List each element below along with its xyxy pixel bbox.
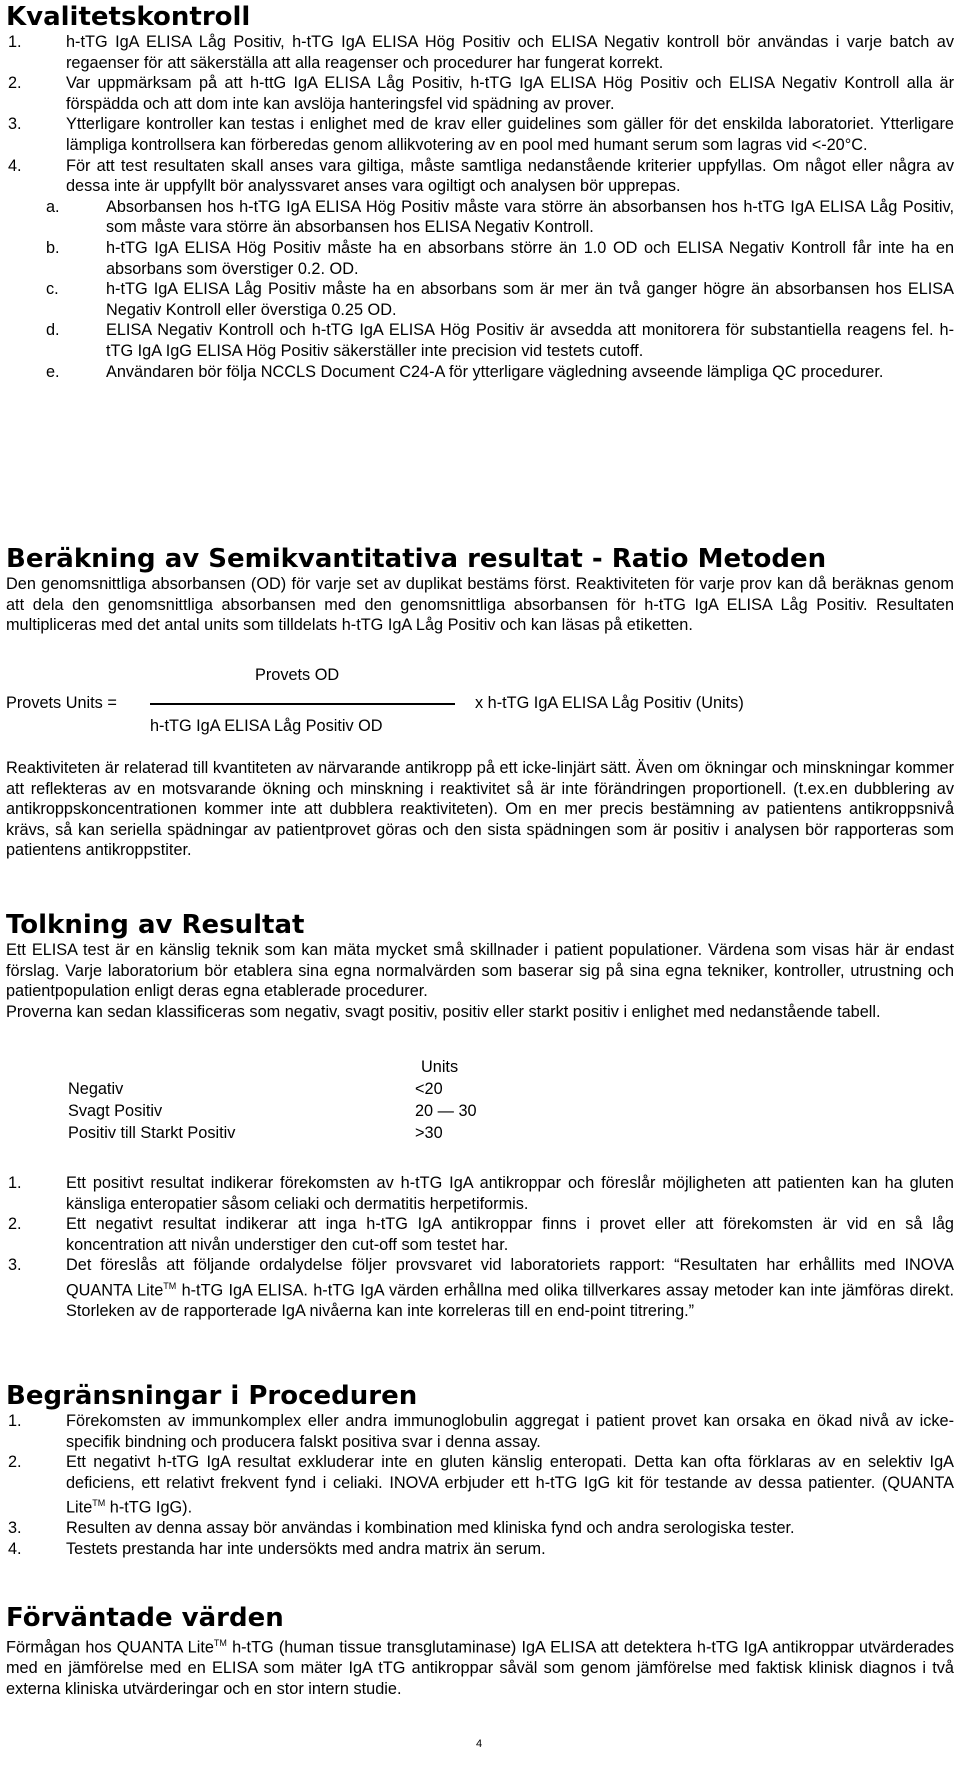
page-number: 4 bbox=[476, 1738, 483, 1750]
item-letter: d. bbox=[46, 321, 60, 340]
list-item bbox=[6, 1173, 954, 1214]
item-text: h-tTG IgA ELISA Hög Positiv måste ha en absorbans större än 1.0 OD och ELISA Negativ Kontroll får inte ha en absorbans som överstiger 0.2. OD. bbox=[106, 238, 954, 278]
interpretation-list bbox=[6, 1173, 954, 1322]
item-text: Testets prestanda har inte undersökts med andra matrix än serum. bbox=[66, 1539, 546, 1558]
sub-list-item bbox=[46, 238, 954, 279]
item-letter: b. bbox=[46, 238, 60, 257]
trademark-superscript: TM bbox=[92, 1498, 106, 1509]
list-item bbox=[6, 1518, 954, 1539]
list-item bbox=[6, 1411, 954, 1452]
list-item bbox=[6, 1214, 954, 1255]
section-ratio-continued bbox=[6, 758, 954, 861]
paragraph bbox=[6, 1633, 954, 1699]
list-item bbox=[6, 156, 954, 197]
section-title: Förväntade värden bbox=[6, 1603, 284, 1633]
text-part: h-tTG IgG). bbox=[105, 1498, 193, 1517]
text-part: Ett negativt h-tTG IgA resultat exkluderar inte en gluten känslig enteropati. Detta kan ofta förklaras av en selektiv IgA deficiens, ett relativt frekvent fynd i celiaki. INOVA erbjuder ett h-tTG IgG kit för testande av dessa patienter. (QUANTA Lite bbox=[66, 1453, 954, 1517]
item-text: Var uppmärksam på att h-ttG IgA ELISA Låg Positiv, h-tTG IgA ELISA Hög Positiv och ELISA Negativ Kontroll alla är förspädda och att dom inte kan avslöja hanteringsfel vid spädning av prover. bbox=[66, 74, 954, 113]
table-header: Units bbox=[421, 1058, 459, 1076]
list-item bbox=[6, 73, 954, 114]
item-text: Absorbansen hos h-tTG IgA ELISA Hög Positiv måste vara större än absorbansen hos h-tTG IgA ELISA Låg Positiv, som måste vara större än absorbansen hos ELISA Negativ Kontroll. bbox=[106, 197, 954, 237]
item-text: Ytterligare kontroller kan testas i enlighet med de krav eller guidelines som gäller för det enskilda laboratoriet. Ytterligare lämpliga kontrollsera kan förberedas genom allikvotering av en pool med humant serum som lagras vid <-20°C. bbox=[66, 115, 954, 154]
item-number: 4. bbox=[8, 1539, 22, 1558]
table-row bbox=[68, 1124, 477, 1146]
section-expected-values bbox=[6, 1603, 954, 1699]
units-table bbox=[68, 1058, 477, 1146]
list-item bbox=[6, 1452, 954, 1518]
sub-list-item bbox=[46, 320, 954, 361]
trademark-superscript: TM bbox=[213, 1638, 227, 1648]
item-text: ELISA Negativ Kontroll och h-tTG IgA ELISA Hög Positiv är avsedda att monitorera för substantiella reagens fel. h-tTG IgA IgG ELISA Hög Positiv säkerställer inte precision vid testets cutoff. bbox=[106, 321, 954, 360]
formula-numerator: Provets OD bbox=[255, 666, 340, 684]
list-item bbox=[6, 32, 954, 73]
paragraph: Ett ELISA test är en känslig teknik som kan mäta mycket små skillnader i patient populationer. Värdena som visas här är endast förslag. Varje laboratorium bör etablera sina egna normalvärden som baserar sig på sina egna tekniker, kontroller, utrustning och patientpopulation enligt deras egna etablerade procedurer. bbox=[6, 941, 954, 1001]
item-number: 4. bbox=[8, 156, 22, 175]
item-number: 2. bbox=[8, 1453, 22, 1472]
item-letter: c. bbox=[46, 280, 59, 299]
table-row bbox=[68, 1102, 477, 1124]
formula-denominator: h-tTG IgA ELISA Låg Positiv OD bbox=[150, 717, 383, 735]
item-text: h-tTG IgA ELISA Låg Positiv, h-tTG IgA ELISA Hög Positiv och ELISA Negativ kontroll bör användas i varje batch av regaenser för att säkerställa att alla reagenser och procedurer har fungerat korrekt. bbox=[66, 33, 954, 72]
item-number: 1. bbox=[8, 1412, 22, 1430]
list-item bbox=[6, 1255, 954, 1321]
item-text: Ett negativt resultat indikerar att inga h-tTG IgA antikroppar finns i provet eller att förekomsten är vid en så låg koncentration att nivån understiger den cut-off som testet har. bbox=[66, 1215, 954, 1254]
item-text: Förekomsten av immunkomplex eller andra immunoglobulin aggregat i patient provet kan orsaka en ökad nivå av icke-specifik bindning och producera falskt positiva svar i denna assay. bbox=[66, 1412, 954, 1451]
qc-list bbox=[6, 32, 954, 382]
item-text: För att test resultaten skall anses vara giltiga, måste samtliga nedanstående kriterier uppfyllas. Om något eller några av dessa inte är uppfyllt bör analyssvaret anses vara ogiltigt och analysen bör upprepas. bbox=[66, 156, 954, 196]
item-number: 1. bbox=[8, 1174, 22, 1192]
table-header-row bbox=[68, 1058, 477, 1080]
paragraph: Den genomsnittliga absorbansen (OD) för varje set av duplikat bestäms först. Reaktiviteten för varje prov kan då beräknas genom att dela den genomsnittliga absorbansen med den genomsnittliga absorbansen för h-tTG IgA ELISA Låg Positiv. Resultaten multipliceras med det antal units som tilldelats h-tTG IgA Låg Positiv och kan läsas på etiketten. bbox=[6, 575, 954, 635]
trademark-superscript: TM bbox=[163, 1280, 177, 1291]
item-text bbox=[66, 1452, 954, 1518]
item-number: 3. bbox=[8, 115, 22, 134]
item-letter: e. bbox=[46, 362, 60, 381]
item-text: Användaren bör följa NCCLS Document C24-A för ytterligare vägledning avseende lämpliga QC procedurer. bbox=[106, 362, 884, 381]
section-ratio-method bbox=[6, 544, 954, 636]
section-title: Begränsningar i Proceduren bbox=[6, 1381, 418, 1411]
list-item bbox=[6, 1539, 954, 1560]
section-title: Kvalitetskontroll bbox=[6, 2, 251, 32]
table-cell-value: >30 bbox=[415, 1124, 443, 1142]
formula-lhs: Provets Units = bbox=[6, 694, 117, 712]
table-cell-label: Negativ bbox=[68, 1080, 124, 1098]
item-text: Ett positivt resultat indikerar förekomsten av h-tTG IgA antikroppar och föreslår möjligheten att patienten kan ha gluten känsliga enteropatier såsom celiaki och dermatitis herpetiformis. bbox=[66, 1174, 954, 1213]
sub-list-item bbox=[46, 362, 954, 383]
item-text: h-tTG IgA ELISA Låg Positiv måste ha en absorbans som är mer än två ganger högre än absorbansen hos ELISA Negativ Kontroll eller överstiga 0.25 OD. bbox=[106, 280, 954, 319]
item-number: 2. bbox=[8, 1215, 22, 1234]
list-item bbox=[6, 114, 954, 155]
item-text bbox=[66, 1255, 954, 1321]
section-quality-control bbox=[6, 2, 954, 382]
item-number: 2. bbox=[8, 74, 22, 93]
table-cell-label: Svagt Positiv bbox=[68, 1102, 163, 1120]
section-title: Tolkning av Resultat bbox=[6, 910, 305, 940]
item-text: Resulten av denna assay bör användas i kombination med kliniska fynd och andra serologiska tester. bbox=[66, 1519, 795, 1538]
item-number: 3. bbox=[8, 1256, 22, 1275]
item-number: 3. bbox=[8, 1519, 22, 1538]
text-part: h-tTG IgA ELISA. h-tTG IgA värden erhållna med olika tillverkares assay metoder kan inte jämföras direkt. Storleken av de rapporterade IgA nivåerna kan inte korreleras till en end-point titrering.” bbox=[66, 1281, 954, 1320]
item-number: 1. bbox=[8, 33, 22, 51]
section-title: Beräkning av Semikvantitativa resultat - Ratio Metoden bbox=[6, 544, 827, 574]
formula-rhs: x h-tTG IgA ELISA Låg Positiv (Units) bbox=[475, 694, 744, 712]
section-limitations bbox=[6, 1381, 954, 1560]
text-part: Det föreslås att följande ordalydelse följer provsvaret vid laboratoriets rapport: “Resultaten har erhållits med INOVA QUANTA Lite bbox=[66, 1256, 954, 1300]
table-cell-value: <20 bbox=[415, 1080, 443, 1098]
paragraph: Proverna kan sedan klassificeras som negativ, svagt positiv, positiv eller starkt positiv i enlighet med nedanstående tabell. bbox=[6, 1002, 881, 1021]
fraction-bar bbox=[150, 703, 455, 705]
section-interpretation bbox=[6, 910, 954, 1022]
table-cell-label: Positiv till Starkt Positiv bbox=[68, 1124, 236, 1142]
sub-list-item bbox=[46, 279, 954, 320]
table-row bbox=[68, 1080, 477, 1102]
table-cell-value: 20 — 30 bbox=[415, 1102, 477, 1120]
item-letter: a. bbox=[46, 197, 60, 216]
text-part: Förmågan hos QUANTA Lite bbox=[6, 1638, 214, 1657]
text-part: h-tTG (human tissue transglutaminase) IgA ELISA att detektera h-tTG IgA antikroppar utvärderades med en jämförelse med en ELISA som mäter IgA tTG antikroppar såväl som genom jämförelse med faktisk klinisk diagnos i två externa kliniska utvärderingar och en stor intern studie. bbox=[6, 1638, 954, 1698]
paragraph: Reaktiviteten är relaterad till kvantiteten av närvarande antikropp på ett icke-linjärt sätt. Även om ökningar och minskningar kommer att reflekteras av en motsvarande ökning och minskning i reaktivitet så är inte förändringen proportionell. (t.ex.en dubblering av antikroppskoncentrationen kommer inte att dubblera reaktiviteten). Om en mer precis bestämning av patientens antikroppsnivå krävs, så kan seriella spädningar av patientprovet göras och den sista spädningen som är positiv i analysen bör rapporteras som patientens antikroppstiter. bbox=[6, 759, 954, 860]
sub-list-item bbox=[46, 197, 954, 238]
